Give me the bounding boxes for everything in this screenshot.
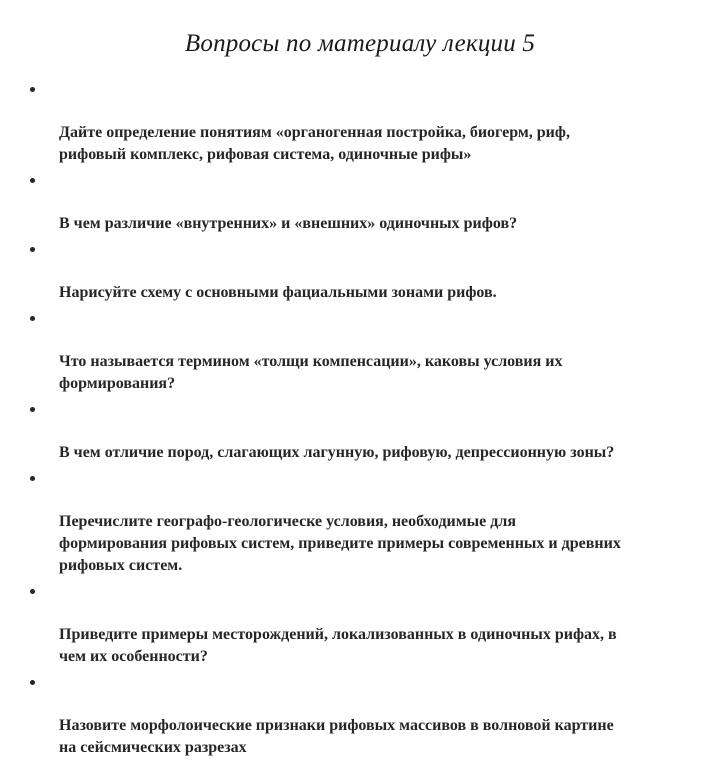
question-list — [30, 78, 698, 762]
question-item — [30, 169, 698, 235]
slide-title: Вопросы по материалу лекции 5 — [184, 30, 536, 57]
bullet-icon — [30, 680, 35, 685]
question-text: В чем отличие пород, слагающих лагунную, рифовую, депрессионную зоны? — [59, 444, 615, 461]
bullet-icon — [30, 247, 35, 252]
question-text: Что называется термином «толщи компенсации», каковы условия их формирования? — [59, 353, 563, 392]
question-text: Нарисуйте схему с основными фациальными зонами рифов. — [59, 284, 497, 301]
question-text: В чем различие «внутренних» и «внешних» одиночных рифов? — [59, 215, 518, 232]
bullet-icon — [30, 87, 35, 92]
bullet-icon — [30, 316, 35, 321]
bullet-icon — [30, 476, 35, 481]
question-item — [30, 467, 698, 577]
question-item — [30, 671, 698, 759]
question-item — [30, 307, 698, 395]
question-text: Приведите примеры месторождений, локализованных в одиночных рифах, в чем их особенности? — [59, 626, 617, 665]
question-item — [30, 78, 698, 166]
question-item — [30, 238, 698, 304]
bullet-icon — [30, 178, 35, 183]
question-text: Назовите морфолоические признаки рифовых массивов в волновой картине на сейсмических разрезах — [59, 717, 614, 756]
question-text: Дайте определение понятиям «органогенная постройка, биогерм, риф, рифовый комплекс, рифовая система, одиночные рифы» — [59, 124, 570, 163]
question-text: Перечислите географо-геологическе условия, необходимые для формирования рифовых систем, приведите примеры современных и древних рифовых систем. — [59, 513, 621, 574]
bullet-icon — [30, 407, 35, 412]
bullet-icon — [30, 589, 35, 594]
question-item — [30, 580, 698, 668]
question-item — [30, 398, 698, 464]
